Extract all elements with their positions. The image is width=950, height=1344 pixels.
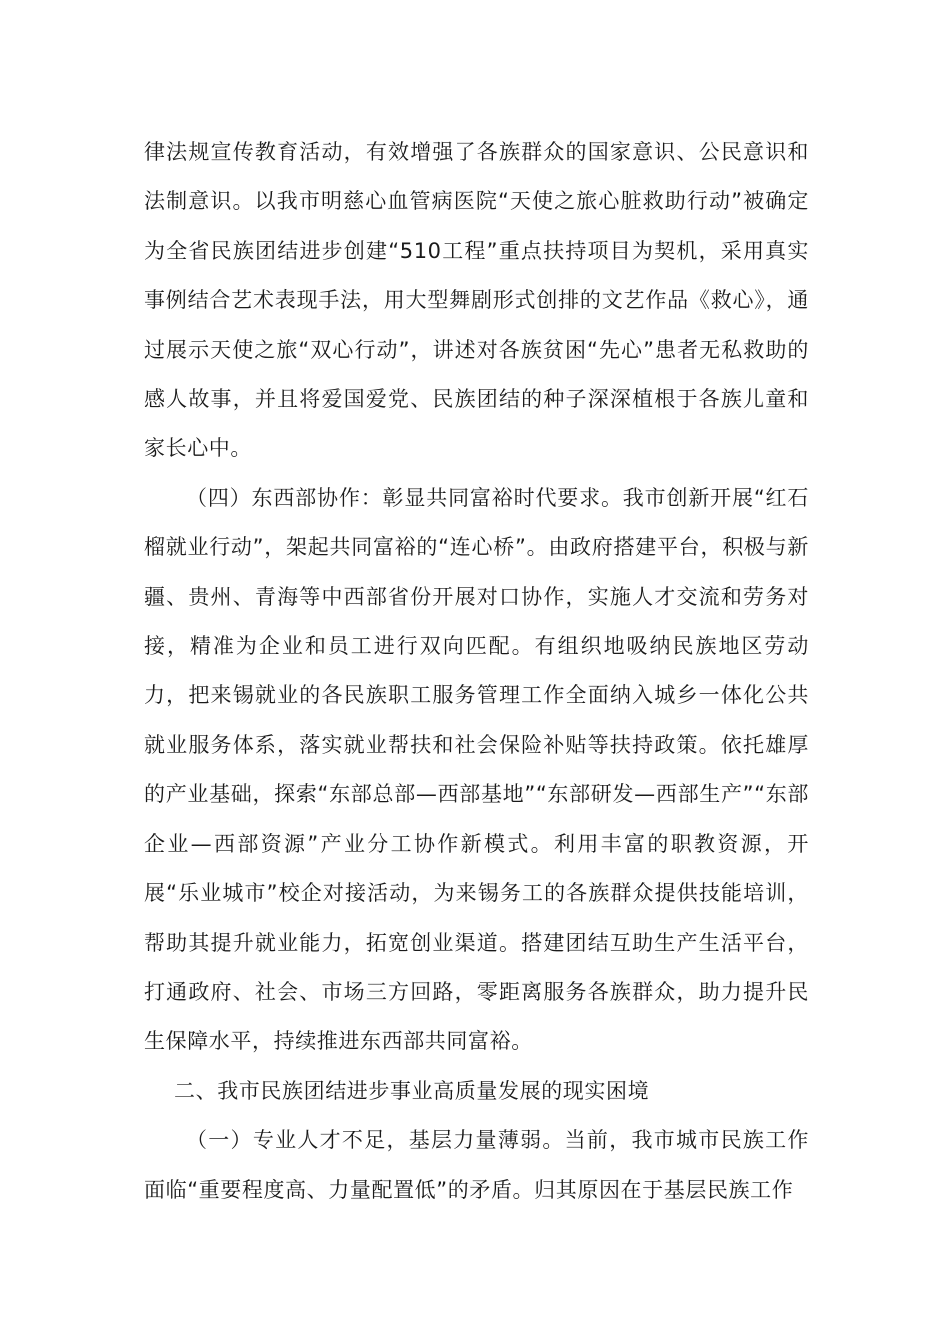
section-heading-realistic-difficulties: 二、我市民族团结进步事业高质量发展的现实困境 [174,1078,650,1103]
document-body [144,128,809,1215]
paragraph-talent-shortage: （一）专业人才不足，基层力量薄弱。当前，我市城市民族工作面临“重要程度高、力量配置低”的矛盾。归其原因在于基层民族工作 [144,1128,809,1202]
paragraph-east-west-cooperation: （四）东西部协作：彰显共同富裕时代要求。我市创新开展“红石榴就业行动”，架起共同富裕的“连心桥”。由政府搭建平台，积极与新疆、贵州、青海等中西部省份开展对口协作，实施人才交流和劳务对接，精准为企业和员工进行双向匹配。有组织地吸纳民族地区劳动力，把来锡就业的各民族职工服务管理工作全面纳入城乡一体化公共就业服务体系，落实就业帮扶和社会保险补贴等扶持政策。依托雄厚的产业基础，探索“东部总部—西部基地”“东部研发—西部生产”“东部企业—西部资源”产业分工协作新模式。利用丰富的职教资源，开展“乐业城市”校企对接活动，为来锡务工的各族群众提供技能培训，帮助其提升就业能力，拓宽创业渠道。搭建团结互助生产生活平台，打通政府、社会、市场三方回路，零距离服务各族群众，助力提升民生保障水平，持续推进东西部共同富裕。 [144,485,809,1054]
paragraph-rule-of-law-education: 律法规宣传教育活动，有效增强了各族群众的国家意识、公民意识和法制意识。以我市明慈心血管病医院“天使之旅心脏救助行动”被确定为全省民族团结进步创建“510工程”重点扶持项目为契机，采用真实事例结合艺术表现手法，用大型舞剧形式创排的文艺作品《救心》，通过展示天使之旅“双心行动”，讲述对各族贫困“先心”患者无私救助的感人故事，并且将爱国爱党、民族团结的种子深深植根于各族儿童和家长心中。 [144,140,809,461]
